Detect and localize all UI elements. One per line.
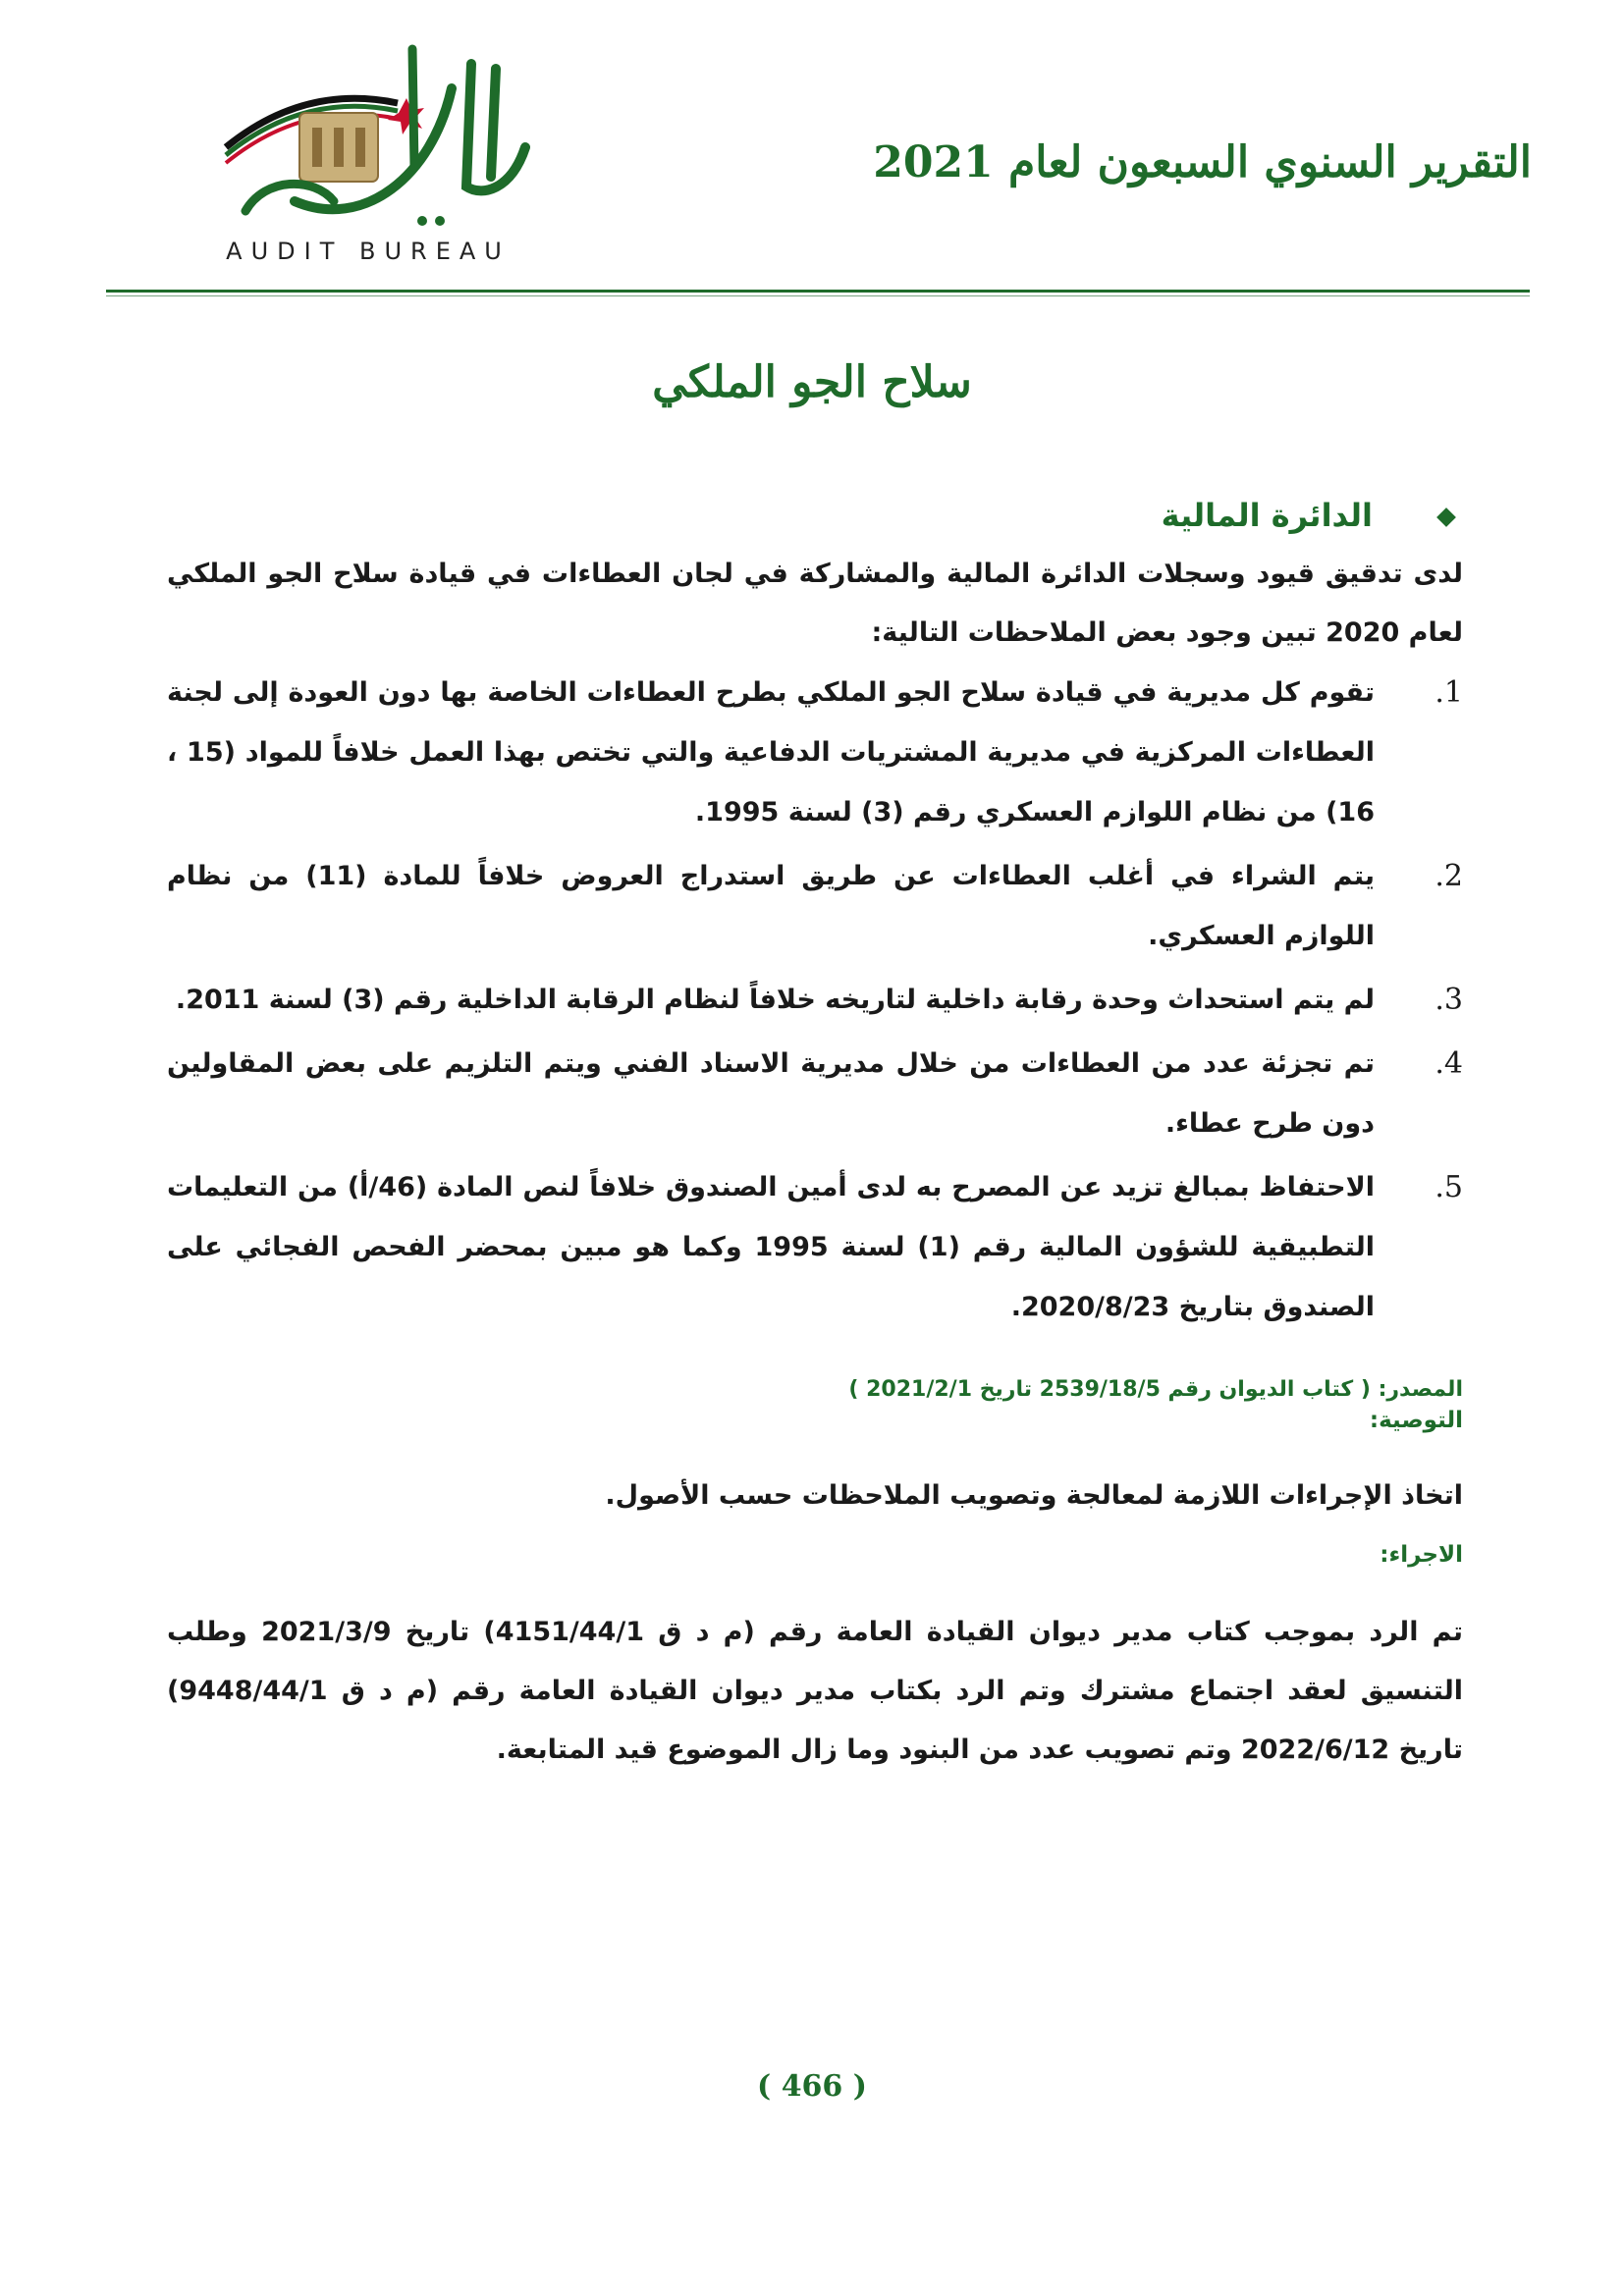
- list-item: [167, 846, 1463, 966]
- logo-english-text: AUDIT BUREAU: [226, 238, 511, 265]
- list-item: [167, 663, 1463, 842]
- item-text: تم تجزئة عدد من العطاءات من خلال مديرية الاسناد الفني ويتم التلزيم على بعض المقاولين دون طرح عطاء.: [167, 1048, 1375, 1139]
- action-text: تم الرد بموجب كتاب مدير ديوان القيادة العامة رقم (م د ق 4151/44/1) تاريخ 2021/3/9 وطلب التنسيق لعقد اجتماع مشترك وتم الرد بكتاب مدير ديوان القيادة العامة رقم (م د ق 9448/44/1) تاريخ 2022/6/12 وتم تصويب عدد من البنود وما زال الموضوع قيد المتابعة.: [167, 1617, 1463, 1765]
- item-text: لم يتم استحداث وحدة رقابة داخلية لتاريخه خلافاً لنظام الرقابة الداخلية رقم (3) لسنة 2011.: [175, 985, 1375, 1015]
- section-title: سلاح الجو الملكي: [652, 357, 972, 408]
- list-item: [167, 970, 1463, 1030]
- list-item: [167, 1034, 1463, 1153]
- page-header: [108, 29, 1532, 285]
- financial-department-heading: [167, 486, 1463, 545]
- intro-paragraph: لدى تدقيق قيود وسجلات الدائرة المالية والمشاركة في لجان العطاءات في قيادة سلاح الجو الملكي لعام 2020 تبين وجود بعض الملاحظات التالية:: [167, 559, 1463, 648]
- item-number: 5.: [1435, 1170, 1463, 1204]
- recommendation-text: اتخاذ الإجراءات اللازمة لمعالجة وتصويب الملاحظات حسب الأصول.: [605, 1480, 1463, 1511]
- logo-graphic: [187, 29, 550, 236]
- header-divider: [106, 290, 1530, 293]
- item-number: 1.: [1435, 675, 1463, 710]
- audit-bureau-logo: [187, 29, 550, 265]
- report-title: التقرير السنوي السبعون لعام 2021: [873, 137, 1532, 187]
- recommendation-and-action: [167, 1399, 1463, 1806]
- source-reference: المصدر: ( كتاب الديوان رقم 2539/18/5 تاريخ 2021/2/1 ): [848, 1377, 1463, 1402]
- action-heading: الاجراء:: [1380, 1542, 1463, 1568]
- financial-department-title: الدائرة المالية: [1161, 497, 1373, 534]
- financial-department-section: [167, 486, 1463, 1417]
- observations-list: [167, 663, 1463, 1337]
- header-divider-thin: [106, 295, 1530, 296]
- item-number: 2.: [1435, 859, 1463, 893]
- page-number: ( 466 ): [757, 2069, 867, 2104]
- item-text: يتم الشراء في أغلب العطاءات عن طريق استدراج العروض خلافاً للمادة (11) من نظام اللوازم العسكري.: [167, 861, 1375, 951]
- item-text: تقوم كل مديرية في قيادة سلاح الجو الملكي بطرح العطاءات الخاصة بها دون العودة إلى لجنة العطاءات المركزية في مديرية المشتريات الدفاعية والتي تختص بهذا العمل خلافاً للمواد (15 ، 16) من نظام اللوازم العسكري رقم (3) لسنة 1995.: [167, 677, 1375, 828]
- list-item: [167, 1157, 1463, 1337]
- item-number: 3.: [1435, 983, 1463, 1017]
- item-text: الاحتفاظ بمبالغ تزيد عن المصرح به لدى أمين الصندوق خلافاً لنص المادة (46/أ) من التعليمات التطبيقية للشؤون المالية رقم (1) لسنة 1995 وكما هو مبين بمحضر الفحص الفجائي على الصندوق بتاريخ 2020/8/23.: [167, 1172, 1376, 1322]
- item-number: 4.: [1435, 1046, 1463, 1081]
- diamond-icon: [1436, 507, 1456, 527]
- recommendation-heading: التوصية:: [1369, 1408, 1463, 1433]
